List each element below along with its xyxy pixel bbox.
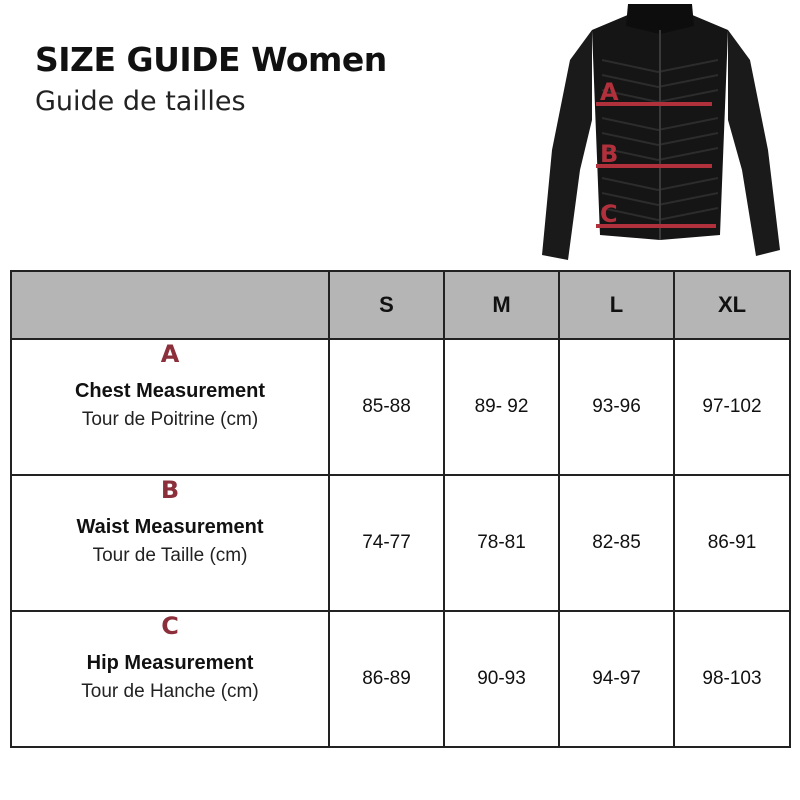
row-label-waist xyxy=(11,475,329,611)
size-table xyxy=(10,270,791,748)
marker-label-a: A xyxy=(600,78,619,106)
measurement-name-fr: Tour de Hanche (cm) xyxy=(81,681,259,702)
measurement-name-en: Chest Measurement xyxy=(74,380,266,402)
table-row xyxy=(11,475,790,611)
table-row xyxy=(11,339,790,475)
row-label-chest xyxy=(11,339,329,475)
value-cell: 85-88 xyxy=(329,339,444,475)
size-header-xl: XL xyxy=(674,271,790,339)
size-header-m: M xyxy=(444,271,559,339)
header-empty-cell xyxy=(11,271,329,339)
value-cell: 94-97 xyxy=(559,611,674,747)
value-cell: 86-91 xyxy=(674,475,790,611)
size-header-l: L xyxy=(559,271,674,339)
marker-label-b: B xyxy=(600,140,619,168)
value-cell: 93-96 xyxy=(559,339,674,475)
table-header-row xyxy=(11,271,790,339)
row-label-hip xyxy=(11,611,329,747)
measurement-name-fr: Tour de Poitrine (cm) xyxy=(81,409,259,430)
value-cell: 97-102 xyxy=(674,339,790,475)
page-subtitle: Guide de tailles xyxy=(35,86,246,117)
jacket-image xyxy=(530,0,790,265)
jacket-left-sleeve xyxy=(542,30,592,260)
value-cell: 82-85 xyxy=(559,475,674,611)
measurement-name-en: Waist Measurement xyxy=(76,516,264,538)
value-cell: 98-103 xyxy=(674,611,790,747)
value-cell: 78-81 xyxy=(444,475,559,611)
row-letter: C xyxy=(161,612,179,640)
value-cell: 74-77 xyxy=(329,475,444,611)
table-row xyxy=(11,611,790,747)
value-cell: 90-93 xyxy=(444,611,559,747)
measurement-name-en: Hip Measurement xyxy=(86,652,254,674)
page-title: SIZE GUIDE Women xyxy=(35,40,387,79)
row-letter: B xyxy=(160,476,180,504)
row-letter: A xyxy=(160,340,180,368)
jacket-right-sleeve xyxy=(728,30,780,256)
value-cell: 89- 92 xyxy=(444,339,559,475)
value-cell: 86-89 xyxy=(329,611,444,747)
size-header-s: S xyxy=(329,271,444,339)
marker-label-c: C xyxy=(600,200,618,228)
measurement-name-fr: Tour de Taille (cm) xyxy=(92,545,248,566)
